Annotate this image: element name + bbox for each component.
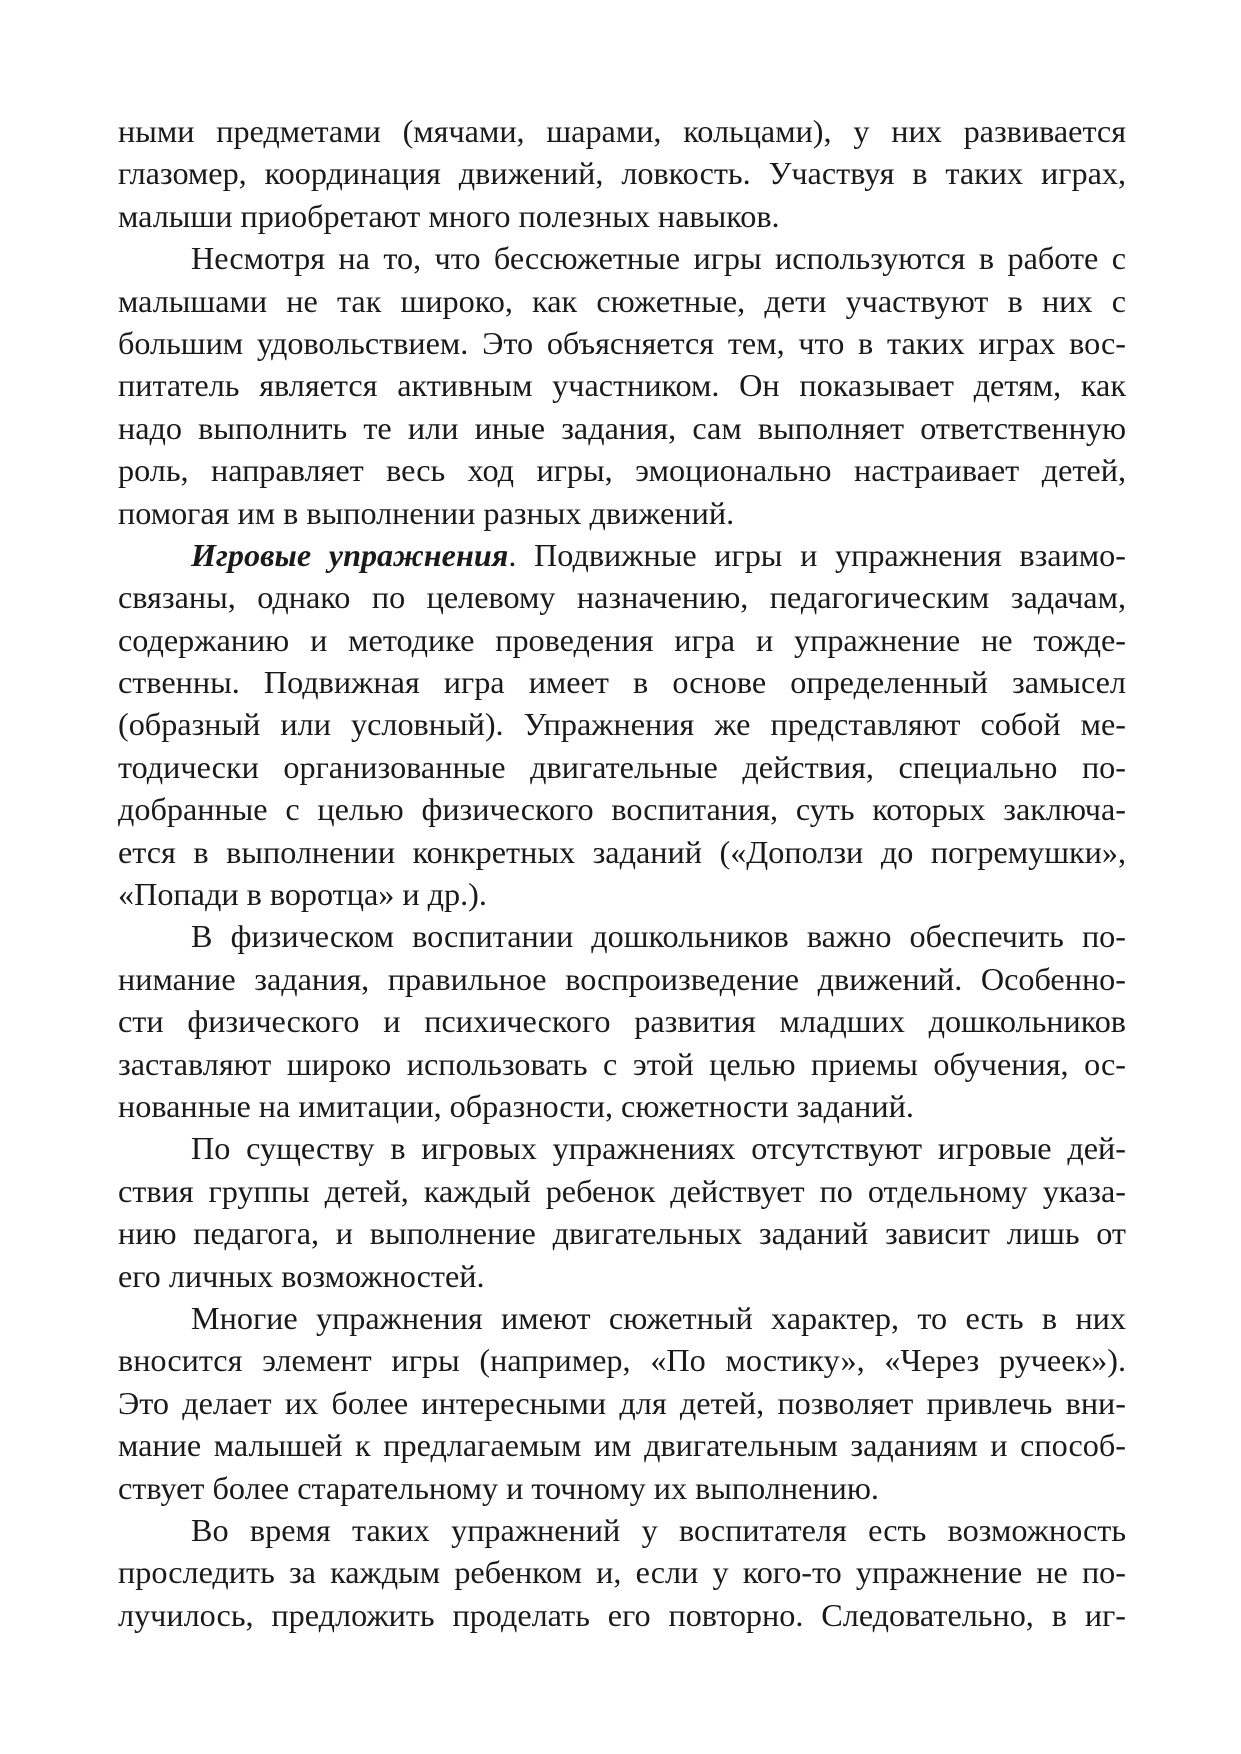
paragraph-p5 [118, 1127, 1126, 1297]
text-line: добранные с целью физического воспитания, суть которых заключа- [118, 791, 1126, 828]
text-line: надо выполнить те или иные задания, сам выполняет ответственную [118, 409, 1126, 446]
paragraph-p3 [118, 534, 1126, 916]
text-line: Несмотря на то, что бессюжетные игры используются в работе с [191, 240, 1126, 277]
text-line: ется в выполнении конкретных заданий («Доползи до погремушки», [118, 833, 1126, 870]
text-line: заставляют широко использовать с этой целью приемы обучения, ос- [118, 1045, 1126, 1082]
text-line: Многие упражнения имеют сюжетный характер, то есть в них [191, 1299, 1126, 1336]
text-line: сти физического и психического развития младших дошкольников [118, 1003, 1126, 1040]
text-line: малыши приобретают много полезных навыков. [118, 197, 780, 234]
text-line: лучилось, предложить проделать его повторно. Следовательно, в иг- [118, 1596, 1126, 1633]
text-line: глазомер, координация движений, ловкость. Участвуя в таких играх, [118, 155, 1126, 192]
text-line: его личных возможностей. [118, 1257, 485, 1294]
text-line: нимание задания, правильное воспроизведение движений. Особенно- [118, 960, 1126, 997]
text-line: малышами не так широко, как сюжетные, дети участвуют в них с [118, 282, 1126, 319]
text-line: ными предметами (мячами, шарами, кольцами), у них развивается [118, 113, 1126, 149]
text-line: Это делает их более интересными для детей, позволяет привлечь вни- [118, 1384, 1126, 1421]
text-line: В физическом воспитании дошкольников важно обеспечить по- [191, 918, 1126, 955]
text-line: мание малышей к предлагаемым им двигательным заданиям и способ- [118, 1427, 1126, 1464]
text-line: проследить за каждым ребенком и, если у кого-то упражнение не по- [118, 1554, 1126, 1591]
text-line: нию педагога, и выполнение двигательных заданий зависит лишь от [118, 1215, 1126, 1252]
text-line: вносится элемент игры (например, «По мостику», «Через ручеек»). [118, 1342, 1126, 1379]
text-run: . Подвижные игры и упражнения взаимо- [508, 536, 1126, 573]
text-line: ствия группы детей, каждый ребенок действует по отдельному указа- [118, 1172, 1126, 1209]
paragraph-p7 [118, 1509, 1126, 1636]
text-line: «Попади в воротца» и др.). [118, 876, 487, 913]
emphasis-term: Игровые упражнения [191, 536, 509, 573]
text-line: роль, направляет весь ход игры, эмоционально настраивает детей, [118, 452, 1126, 489]
text-line: (образный или условный). Упражнения же представляют собой ме- [118, 706, 1126, 743]
text-line: По существу в игровых упражнениях отсутствуют игровые дей- [191, 1130, 1126, 1167]
text-line [118, 534, 1126, 576]
text-line: питатель является активным участником. Он показывает детям, как [118, 367, 1126, 404]
text-line: связаны, однако по целевому назначению, педагогическим задачам, [118, 579, 1126, 616]
text-line: ствует более старательному и точному их выполнению. [118, 1469, 879, 1506]
paragraph-p4 [118, 915, 1126, 1127]
text-line: помогая им в выполнении разных движений. [118, 494, 735, 531]
text-line: содержанию и методике проведения игра и упражнение не тожде- [118, 621, 1126, 658]
text-line: большим удовольствием. Это объясняется тем, что в таких играх вос- [118, 324, 1126, 361]
paragraph-p6 [118, 1297, 1126, 1509]
paragraph-p2 [118, 237, 1126, 534]
text-line: ственны. Подвижная игра имеет в основе определенный замысел [118, 664, 1126, 701]
document-page [118, 110, 1126, 1636]
document-body [118, 110, 1126, 1636]
paragraph-p1 [118, 110, 1126, 237]
text-line: тодически организованные двигательные действия, специально по- [118, 748, 1126, 785]
text-line: Во время таких упражнений у воспитателя есть возможность [191, 1511, 1126, 1548]
text-line: нованные на имитации, образности, сюжетности заданий. [118, 1087, 914, 1124]
